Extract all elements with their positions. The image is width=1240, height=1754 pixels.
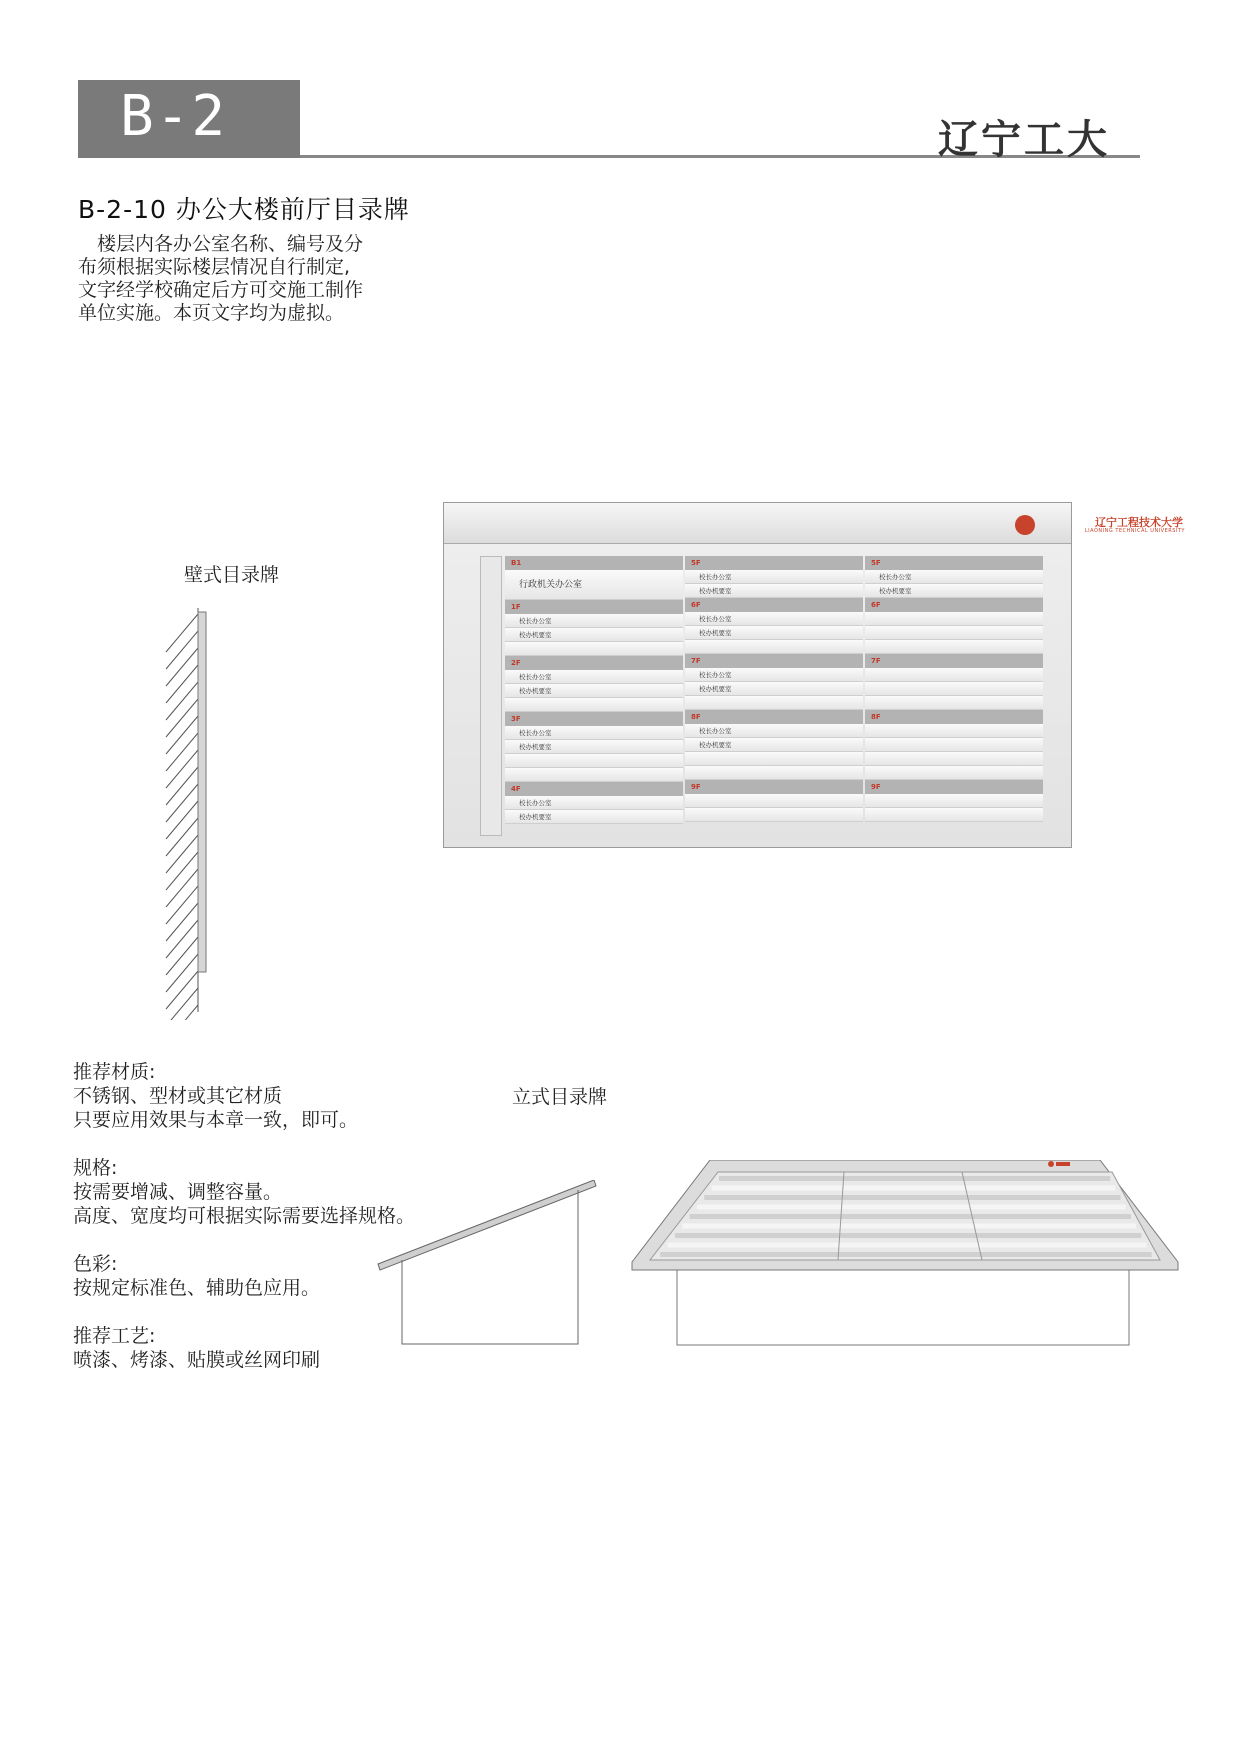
office-row [505, 642, 683, 656]
floor-label: 9F [685, 780, 863, 794]
office-row [865, 696, 1043, 710]
floor-label: 1F [505, 600, 683, 614]
spec-heading: 推荐工艺: [73, 1325, 156, 1347]
board-column [505, 556, 683, 824]
wall-side-view-illustration [160, 600, 220, 1020]
intro-line: 单位实施。本页文字均为虚拟。 [78, 302, 345, 324]
floor-section [685, 654, 863, 710]
spec-group [73, 1324, 415, 1372]
office-row: 校长办公室 [505, 614, 683, 628]
floor-section [505, 556, 683, 600]
intro-line: 楼层内各办公室名称、编号及分 [78, 233, 364, 255]
spec-heading: 推荐材质: [73, 1061, 156, 1083]
floor-section [865, 598, 1043, 654]
office-row [865, 640, 1043, 654]
section-code: B-2 [120, 84, 228, 149]
intro-line: 文字经学校确定后方可交施工制作 [78, 279, 364, 301]
stand-perspective-illustration [626, 1160, 1186, 1350]
spec-group [73, 1252, 415, 1300]
university-emblem-icon [1015, 515, 1185, 535]
office-row: 校长办公室 [505, 726, 683, 740]
office-row: 校长办公室 [505, 670, 683, 684]
board-logo-english: LIAONING TECHNICAL UNIVERSITY [1084, 528, 1185, 534]
office-row: 校长办公室 [505, 796, 683, 810]
office-row [865, 794, 1043, 808]
floor-label: 4F [505, 782, 683, 796]
floor-section [505, 600, 683, 656]
directory-board [443, 502, 1185, 848]
floor-section [865, 556, 1043, 598]
spec-line: 喷漆、烤漆、贴膜或丝网印刷 [73, 1349, 321, 1371]
floor-label: 7F [865, 654, 1043, 668]
stand-directory-label: 立式目录牌 [512, 1086, 608, 1108]
office-row: 校办机要室 [505, 684, 683, 698]
office-row: 校办机要室 [505, 810, 683, 824]
office-row [685, 752, 863, 766]
office-row: 校长办公室 [865, 570, 1043, 584]
floor-label: 7F [685, 654, 863, 668]
floor-section [865, 710, 1043, 780]
office-row [685, 766, 863, 780]
board-side-strip [480, 556, 502, 836]
page-title: B-2-10 办公大楼前厅目录牌 [78, 195, 410, 224]
stand-side-view-illustration [374, 1180, 614, 1350]
office-row [685, 640, 863, 654]
office-row: 校办机要室 [685, 738, 863, 752]
office-row [685, 696, 863, 710]
brand-logo-text: 辽宁工大 [938, 117, 1110, 163]
floor-label: 6F [865, 598, 1043, 612]
intro-line: 布须根据实际楼层情况自行制定, [78, 256, 351, 278]
floor-label: 6F [685, 598, 863, 612]
floor-section [865, 654, 1043, 710]
office-row: 校长办公室 [685, 724, 863, 738]
office-row: 校办机要室 [505, 628, 683, 642]
board-logo-chinese: 辽宁工程技术大学 [1095, 516, 1183, 529]
office-row: 校办机要室 [505, 740, 683, 754]
office-row [865, 612, 1043, 626]
floor-label: B1 [505, 556, 683, 570]
specifications [73, 1060, 415, 1396]
office-row: 行政机关办公室 [505, 570, 683, 600]
office-row [505, 698, 683, 712]
office-row [865, 766, 1043, 780]
office-row: 校长办公室 [685, 612, 863, 626]
spec-line: 按规定标准色、辅助色应用。 [73, 1277, 321, 1299]
office-row: 校办机要室 [685, 682, 863, 696]
spec-line: 高度、宽度均可根据实际需要选择规格。 [73, 1205, 416, 1227]
office-row [865, 738, 1043, 752]
spec-group [73, 1156, 415, 1228]
floor-section [685, 780, 863, 822]
floor-label: 9F [865, 780, 1043, 794]
floor-label: 8F [685, 710, 863, 724]
stand-emblem-icon [1048, 1161, 1054, 1167]
spec-line: 不锈钢、型材或其它材质 [73, 1085, 283, 1107]
intro-paragraph [78, 233, 418, 325]
floor-section [685, 598, 863, 654]
office-row [865, 724, 1043, 738]
spec-heading: 规格: [73, 1157, 118, 1179]
floor-section [505, 656, 683, 712]
office-row: 校办机要室 [685, 626, 863, 640]
board-header [444, 503, 1185, 544]
office-row [505, 754, 683, 768]
office-row: 校办机要室 [685, 584, 863, 598]
board-column [865, 556, 1043, 822]
floor-label: 2F [505, 656, 683, 670]
office-row: 校长办公室 [685, 570, 863, 584]
office-row [685, 794, 863, 808]
floor-section [685, 710, 863, 780]
office-row [685, 808, 863, 822]
spec-line: 只要应用效果与本章一致，即可。 [73, 1109, 359, 1131]
floor-label: 5F [685, 556, 863, 570]
floor-label: 8F [865, 710, 1043, 724]
floor-section [865, 780, 1043, 822]
office-row [865, 668, 1043, 682]
office-row [865, 626, 1043, 640]
spec-line: 按需要增减、调整容量。 [73, 1181, 283, 1203]
spec-group [73, 1060, 415, 1132]
floor-section [685, 556, 863, 598]
office-row [865, 808, 1043, 822]
wall-directory-label: 壁式目录牌 [184, 564, 280, 586]
floor-label: 3F [505, 712, 683, 726]
floor-section [505, 712, 683, 782]
office-row [865, 682, 1043, 696]
board-column [685, 556, 863, 822]
office-row [505, 768, 683, 782]
office-row [865, 752, 1043, 766]
office-row: 校办机要室 [865, 584, 1043, 598]
spec-heading: 色彩: [73, 1253, 118, 1275]
floor-section [505, 782, 683, 824]
floor-label: 5F [865, 556, 1043, 570]
office-row: 校长办公室 [685, 668, 863, 682]
